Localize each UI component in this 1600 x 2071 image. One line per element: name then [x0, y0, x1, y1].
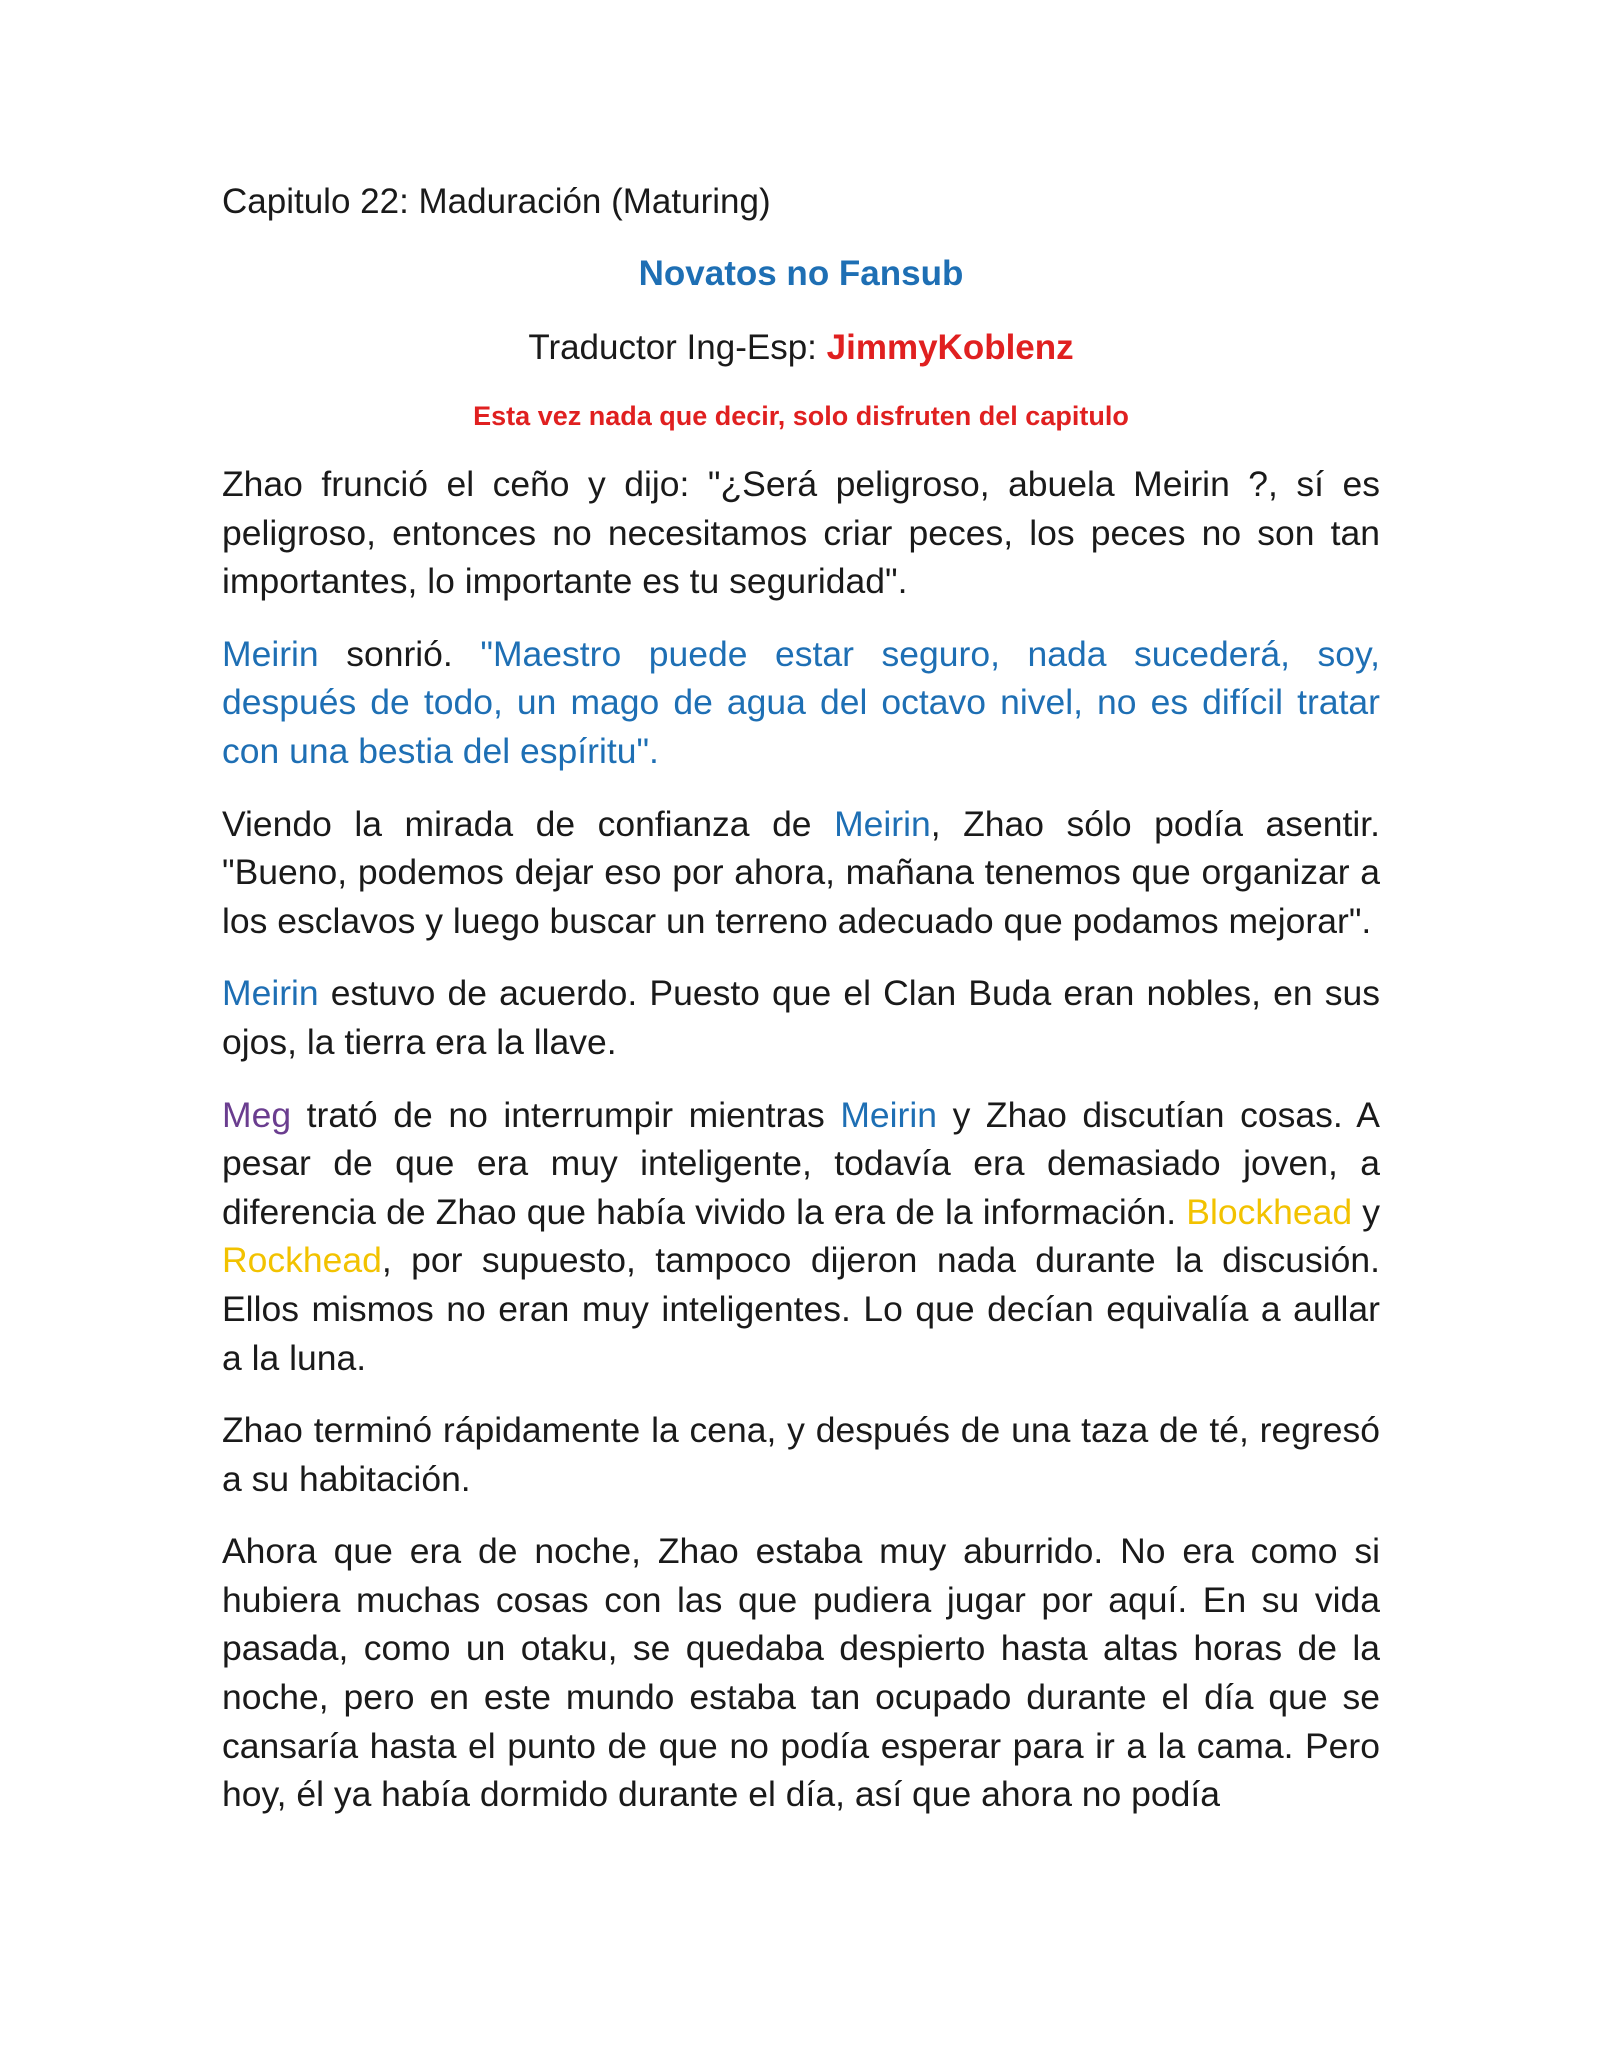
paragraph-text: Viendo la mirada de confianza de	[222, 803, 835, 844]
paragraph	[222, 460, 1380, 606]
translator-note: Esta vez nada que decir, solo disfruten del capitulo	[473, 401, 1129, 431]
paragraph-text: Zhao terminó rápidamente la cena, y después de una taza de té, regresó a su habitación.	[222, 1410, 1380, 1499]
paragraph	[222, 1527, 1380, 1819]
highlighted-text: Meirin	[834, 803, 931, 844]
paragraph-text: y	[1352, 1191, 1380, 1232]
paragraph	[222, 630, 1380, 776]
translator-label: Traductor Ing-Esp:	[528, 328, 827, 367]
paragraph-text: trató de no interrumpir mientras	[291, 1094, 841, 1135]
paragraph-text: estuvo de acuerdo. Puesto que el Clan Buda eran nobles, en sus ojos, la tierra era la llave.	[222, 973, 1380, 1062]
paragraph	[222, 800, 1380, 946]
translator-credit	[222, 326, 1380, 370]
chapter-body	[222, 460, 1380, 1819]
highlighted-text: Meirin	[840, 1094, 937, 1135]
paragraph	[222, 969, 1380, 1066]
paragraph	[222, 1091, 1380, 1383]
paragraph-text: y Zhao discutían cosas. A pesar de que era muy inteligente, todavía era demasiado joven, a diferencia de Zhao que había vivido la era de la información.	[222, 1094, 1380, 1232]
paragraph-text: , Zhao sólo podía asentir. "Bueno, podemos dejar eso por ahora, mañana tenemos que organizar a los esclavos y luego buscar un terreno adecuado que podamos mejorar".	[222, 803, 1380, 941]
paragraph-text: sonrió.	[318, 633, 481, 674]
fansub-name: Novatos no Fansub	[638, 254, 964, 293]
paragraph-text: , por supuesto, tampoco dijeron nada durante la discusión. Ellos mismos no eran muy inteligentes. Lo que decían equivalía a aullar a la luna.	[222, 1240, 1380, 1378]
chapter-title: Capitulo 22: Maduración (Maturing)	[222, 182, 771, 221]
highlighted-text: Meg	[222, 1094, 292, 1135]
highlighted-text: Meirin	[222, 633, 319, 674]
translator-name: JimmyKoblenz	[826, 328, 1074, 367]
paragraph	[222, 1406, 1380, 1503]
paragraph-text: Zhao frunció el ceño y dijo: "¿Será peligroso, abuela Meirin ?, sí es peligroso, entonces no necesitamos criar peces, los peces no son tan importantes, lo importante es tu seguridad".	[222, 464, 1380, 602]
highlighted-text: Rockhead	[222, 1240, 382, 1281]
paragraph-text: Ahora que era de noche, Zhao estaba muy aburrido. No era como si hubiera muchas cosas con las que pudiera jugar por aquí. En su vida pasada, como un otaku, se quedaba despierto hasta altas horas de la noche, pero en este mundo estaba tan ocupado durante el día que se cansaría hasta el punto de que no podía esperar para ir a la cama. Pero hoy, él ya había dormido durante el día, así que ahora no podía	[222, 1531, 1380, 1815]
highlighted-text: Meirin	[222, 973, 319, 1014]
highlighted-text: Blockhead	[1186, 1191, 1353, 1232]
highlighted-text: "Maestro puede estar seguro, nada sucederá, soy, después de todo, un mago de agua del octavo nivel, no es difícil tratar con una bestia del espíritu".	[222, 633, 1381, 771]
